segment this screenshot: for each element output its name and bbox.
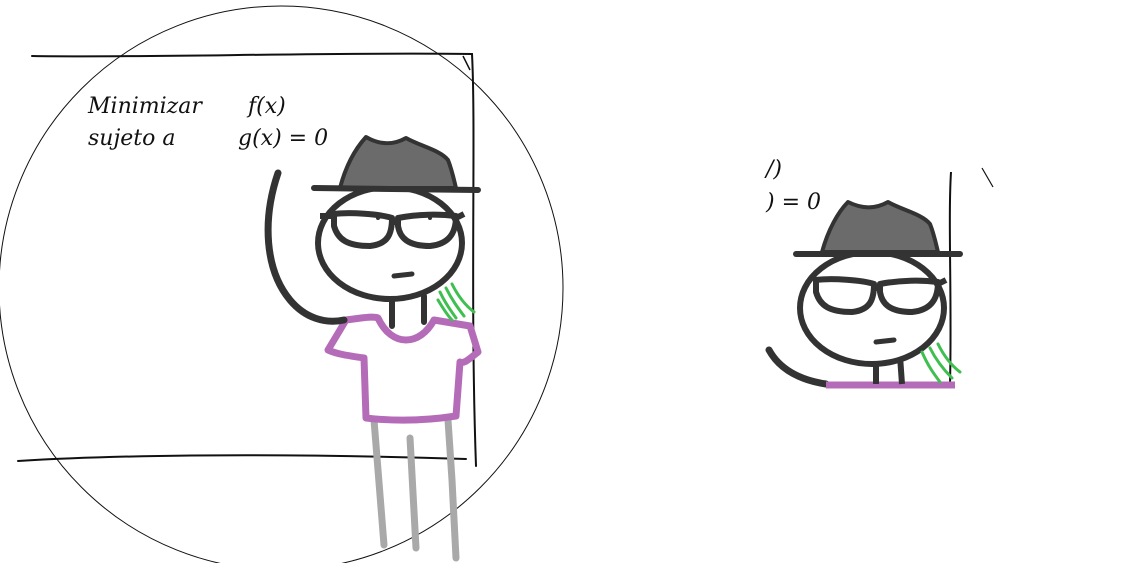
zoom-board-edge: [950, 172, 951, 384]
zoom-cropped-text: ) = 0: [766, 190, 821, 215]
board-word-minimizar: Minimizar: [88, 94, 202, 119]
zoom-cropped-text-top: /): [766, 157, 782, 182]
pants: [374, 420, 456, 558]
hat-crown: [340, 137, 456, 188]
board-word-sujeto: sujeto a: [88, 126, 176, 151]
left-eye: [376, 216, 380, 220]
zoom-arm: [769, 350, 826, 384]
shirt: [328, 317, 478, 420]
mouth: [394, 274, 412, 276]
hat-brim: [314, 188, 478, 190]
zoom-green-hair: [922, 344, 960, 382]
stick-figure: [268, 137, 478, 558]
zoom-detail: [764, 157, 993, 385]
board-expr-gx: g(x) = 0: [238, 126, 329, 151]
green-hair: [438, 284, 474, 320]
zoom-hat-crown: [822, 202, 938, 252]
zoom-mouth: [876, 340, 894, 342]
board-expr-fx: f(x): [248, 94, 286, 119]
right-eye: [428, 216, 432, 220]
